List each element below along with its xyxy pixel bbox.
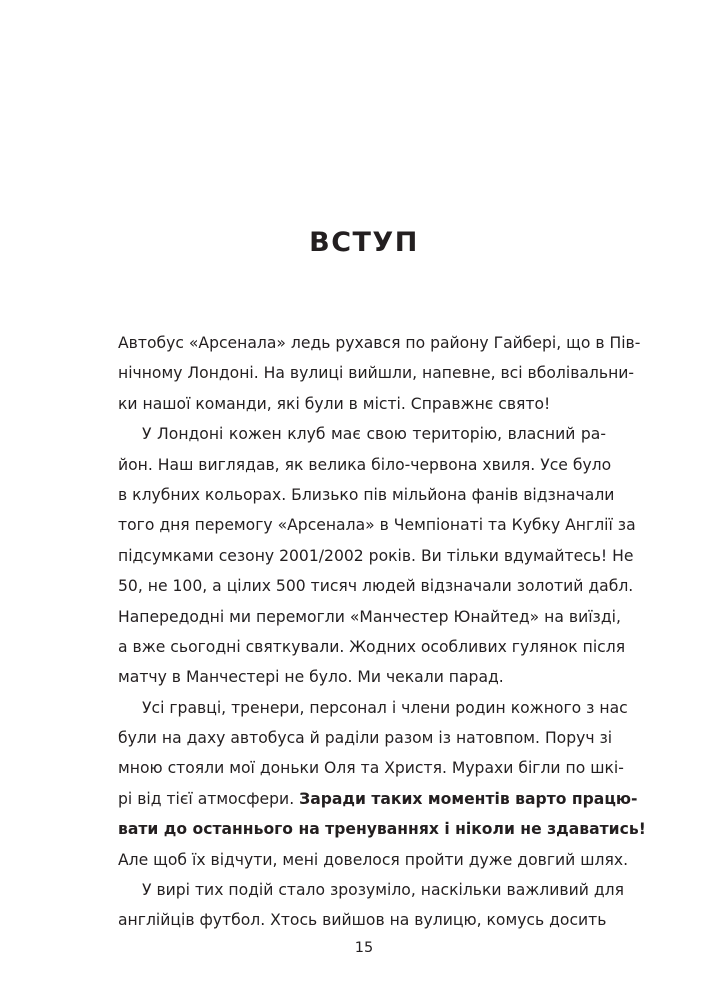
emphasis-text: Заради таких моментів варто працю-	[299, 789, 638, 808]
chapter-body	[118, 328, 646, 936]
text-line: ки нашої команди, які були в місті. Справжнє свято!	[118, 394, 551, 413]
text-line: нічному Лондоні. На вулиці вийшли, напевне, всі вболівальни-	[118, 364, 635, 383]
text-segment: рі від тієї атмосфери.	[118, 789, 300, 808]
text-line-mixed	[118, 784, 638, 814]
text-line: підсумками сезону 2001/2002 років. Ви тільки вдумайтесь! Не	[118, 546, 634, 565]
text-line: У вирі тих подій стало зрозуміло, наскільки важливий для	[142, 881, 624, 900]
text-line: в клубних кольорах. Близько пів мільйона фанів відзначали	[118, 485, 615, 504]
text-line: мною стояли мої доньки Оля та Христя. Мурахи бігли по шкі-	[118, 759, 624, 778]
text-line: Автобус «Арсенала» ледь рухався по району Гайбері, що в Пів-	[118, 334, 641, 352]
text-line: були на даху автобуса й раділи разом із натовпом. Поруч зі	[118, 729, 613, 748]
emphasis-text: вати до останнього на тренуваннях і ніколи не здаватись!	[118, 820, 646, 839]
text-line: англійців футбол. Хтось вийшов на вулицю, комусь досить	[118, 911, 607, 930]
text-line: Усі гравці, тренери, персонал і члени родин кожного з нас	[142, 698, 628, 717]
text-line: матчу в Манчестері не було. Ми чекали парад.	[118, 668, 504, 687]
text-line: а вже сьогодні святкували. Жодних особливих гулянок після	[118, 637, 626, 656]
text-line: У Лондоні кожен клуб має свою територію, власний ра-	[142, 425, 606, 444]
text-line: Напередодні ми перемогли «Манчестер Юнайтед» на виїзді,	[118, 607, 621, 626]
page-number: 15	[354, 940, 374, 956]
text-line: 50, не 100, а цілих 500 тисяч людей відзначали золотий дабл.	[118, 577, 634, 596]
text-line: йон. Наш виглядав, як велика біло-червона хвиля. Усе було	[118, 455, 612, 474]
text-line: Але щоб їх відчути, мені довелося пройти дуже довгий шлях.	[118, 850, 629, 869]
text-line: того дня перемогу «Арсенала» в Чемпіонаті та Кубку Англії за	[118, 516, 636, 535]
chapter-title: ВСТУП	[309, 227, 419, 258]
